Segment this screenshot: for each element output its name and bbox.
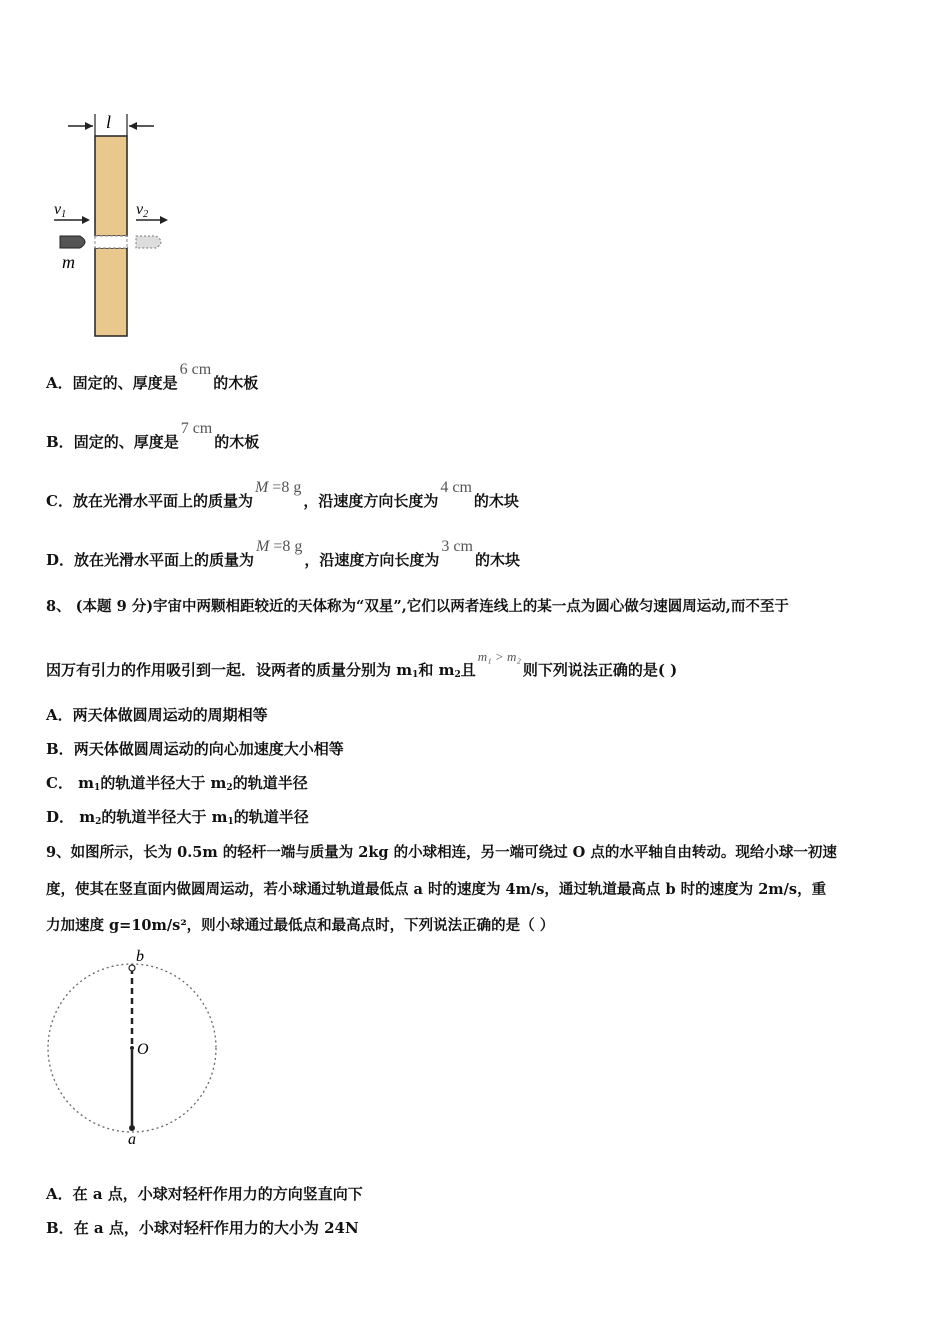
q8-option-b: B．两天体做圆周运动的向心加速度大小相等 (46, 740, 344, 758)
math-expr: M =8 g (256, 538, 303, 555)
option-label: B． (46, 433, 74, 451)
math-expr: 4 cm (440, 479, 472, 496)
vertical-circle-figure (40, 946, 230, 1146)
mass-label: m (62, 252, 75, 272)
q9-option-b: B．在 a 点，小球对轻杆作用力的大小为 24N (46, 1219, 359, 1237)
q7-option-b: B．固定的、厚度是7 cm的木板 (46, 420, 260, 451)
question-number: 8、 (46, 598, 71, 615)
label-a: a (128, 1131, 136, 1146)
q8-stem-line1: 8、 (本题 9 分)宇宙中两颗相距较近的天体称为“双星”,它们以两者连线上的某一点为圆心做匀速圆周运动,而不至于 (46, 598, 789, 615)
label-b: b (136, 948, 144, 965)
point-b (129, 965, 135, 971)
q7-option-c: C．放在光滑水平面上的质量为M =8 g，沿速度方向长度为4 cm的木块 (46, 479, 519, 510)
q8-option-a: A．两天体做圆周运动的周期相等 (46, 706, 268, 724)
q9-option-a: A．在 a 点，小球对轻杆作用力的方向竖直向下 (46, 1185, 363, 1203)
q7-option-a: A．固定的、厚度是6 cm的木板 (46, 361, 259, 392)
q8-option-c: C． $m_1$的轨道半径大于 $m_2$的轨道半径 (46, 774, 308, 793)
math-expr: 3 cm (441, 538, 473, 555)
v2-label: v2 (136, 201, 149, 220)
q8-stem-line2: 因万有引力的作用吸引到一起．设两者的质量分别为 $m_1$和 $m_2$且m₁ > m₂则下列说法正确的是( ) (46, 649, 678, 680)
q7-option-d: D．放在光滑水平面上的质量为M =8 g，沿速度方向长度为3 cm的木块 (46, 538, 520, 569)
thickness-label: l (106, 112, 112, 132)
bullet-plank-figure (50, 108, 180, 340)
bullet-after (136, 236, 161, 248)
q9-stem-line3: 力加速度 g=10m/s²，则小球通过最低点和最高点时，下列说法正确的是（ ） (46, 917, 555, 934)
option-label: D． (46, 551, 75, 569)
q9-stem-line1: 9、如图所示，长为 0.5m 的轻杆一端与质量为 2kg 的小球相连，另一端可绕过 O 点的水平轴自由转动。现给小球一初速 (46, 844, 837, 861)
option-label: A． (46, 374, 73, 392)
q8-option-d: D． $m_2$的轨道半径大于 $m_1$的轨道半径 (46, 808, 309, 827)
bullet-before (60, 236, 85, 248)
v1-label: v1 (54, 201, 67, 220)
label-o: O (137, 1041, 149, 1058)
q9-stem-line2: 度，使其在竖直面内做圆周运动，若小球通过轨道最低点 a 时的速度为 4m/s，通过轨道最高点 b 时的速度为 2m/s，重 (46, 881, 827, 898)
math-expr: m₁ > m₂ (477, 649, 521, 664)
point-o (130, 1046, 134, 1050)
plank-upper (95, 136, 127, 236)
plank-hole (95, 236, 127, 248)
math-expr: M =8 g (254, 479, 302, 496)
math-expr: 7 cm (180, 420, 213, 437)
math-expr: 6 cm (179, 361, 212, 378)
plank-lower (95, 248, 127, 336)
option-label: C． (46, 492, 73, 510)
